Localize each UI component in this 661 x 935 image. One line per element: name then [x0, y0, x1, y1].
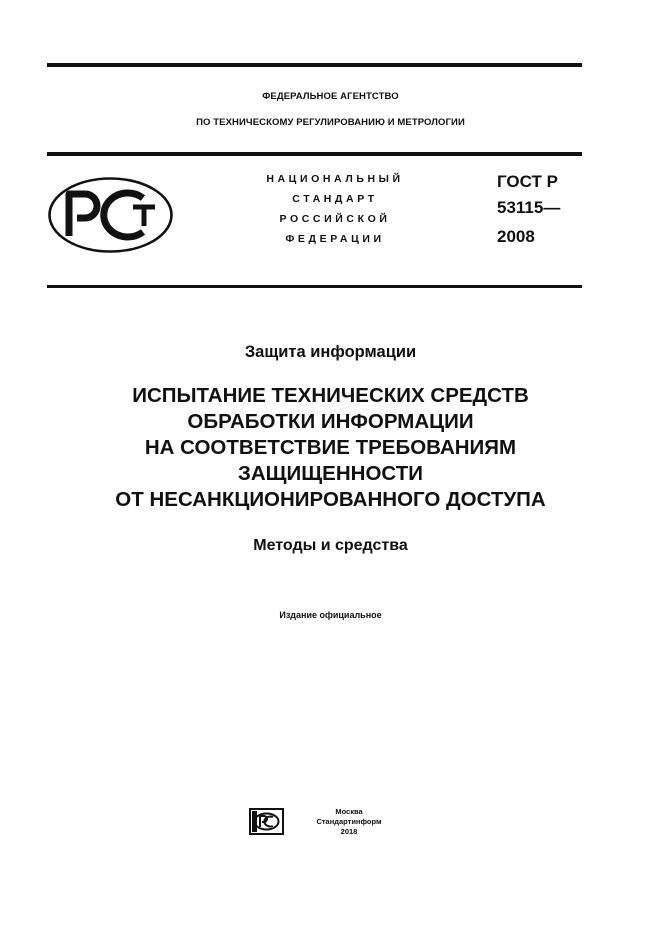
standard-code-line-2: 53115—	[497, 198, 561, 217]
standard-type-line-3: РОССИЙСКОЙ	[279, 213, 391, 225]
standard-code-line-3: 2008	[497, 227, 535, 246]
title-line-2: ОБРАБОТКИ ИНФОРМАЦИИ	[187, 410, 474, 433]
agency-line-1: ФЕДЕРАЛЬНОЕ АГЕНТСТВО	[262, 91, 399, 102]
publisher-name: Стандартинформ	[316, 817, 382, 826]
publisher-year: 2018	[340, 827, 358, 836]
standard-type-line-1: НАЦИОНАЛЬНЫЙ	[266, 173, 404, 185]
standartinform-logo-icon	[249, 808, 284, 835]
lower-block-rule	[47, 285, 582, 288]
subject-heading: Защита информации	[244, 343, 417, 361]
edition-note: Издание официальное	[279, 610, 382, 620]
upper-block-rule	[47, 152, 582, 156]
title-line-5: ОТ НЕСАНКЦИОНИРОВАННОГО ДОСТУПА	[115, 488, 546, 511]
publisher-city: Москва	[335, 807, 363, 816]
rst-certification-logo-icon	[47, 176, 174, 254]
title-line-1: ИСПЫТАНИЕ ТЕХНИЧЕСКИХ СРЕДСТВ	[132, 384, 529, 407]
top-rule	[47, 63, 582, 67]
standard-type-line-2: СТАНДАРТ	[292, 193, 378, 205]
title-line-3: НА СООТВЕТСТВИЕ ТРЕБОВАНИЯМ	[144, 436, 517, 459]
subtitle: Методы и средства	[253, 537, 408, 554]
standard-code-line-1: ГОСТ Р	[497, 172, 558, 191]
title-line-4: ЗАЩИЩЕННОСТИ	[238, 462, 423, 485]
agency-line-2: ПО ТЕХНИЧЕСКОМУ РЕГУЛИРОВАНИЮ И МЕТРОЛОГИИ	[196, 117, 465, 128]
standard-type-line-4: ФЕДЕРАЦИИ	[285, 233, 385, 245]
